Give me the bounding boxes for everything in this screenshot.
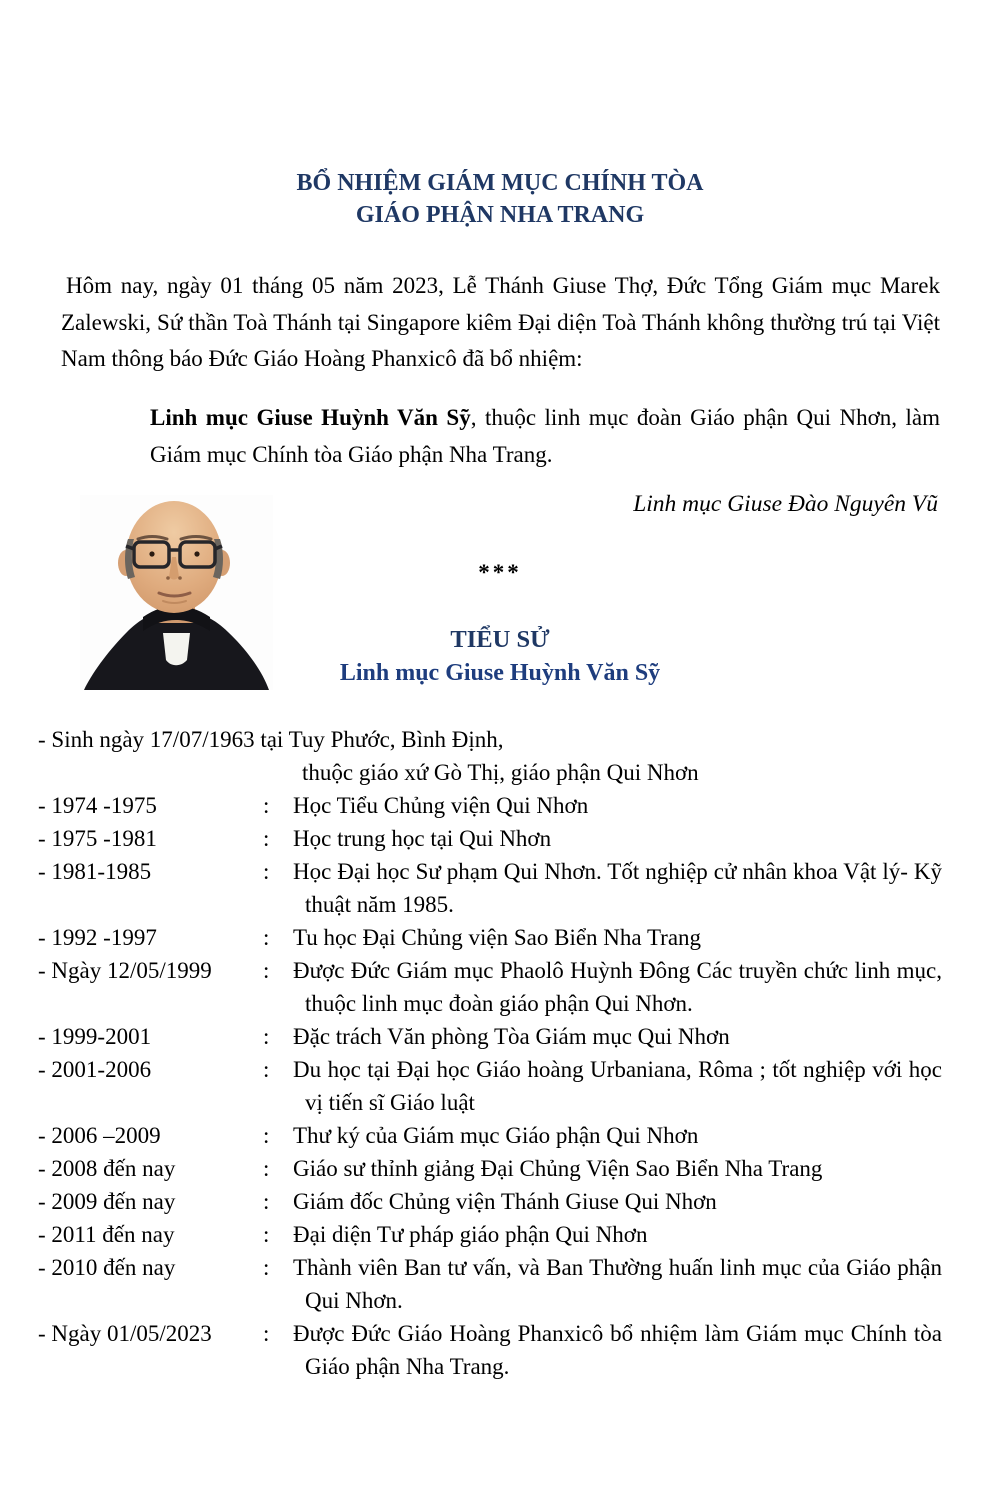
bio-row — [0, 1119, 1000, 1152]
appointment-text: , thuộc linh mục đoàn Giáo phận Qui Nhơn, làm Giám mục Chính tòa Giáo phận Nha Trang. — [150, 404, 940, 467]
bio-period: - 2001-2006 — [38, 1056, 152, 1082]
appointee-name: Linh mục Giuse Huỳnh Văn Sỹ — [150, 404, 471, 430]
biography-subheading: Linh mục Giuse Huỳnh Văn Sỹ — [339, 659, 661, 686]
bio-text: Đặc trách Văn phòng Tòa Giám mục Qui Nhơn — [293, 1023, 730, 1049]
bio-colon: : — [263, 1056, 270, 1082]
bio-period: - 1999-2001 — [38, 1023, 152, 1049]
bio-colon: : — [263, 792, 270, 818]
bio-colon: : — [263, 1122, 270, 1148]
bio-colon: : — [263, 1188, 270, 1214]
bio-period: - Ngày 12/05/1999 — [38, 957, 212, 983]
bio-row — [0, 1185, 1000, 1218]
bio-row — [0, 921, 1000, 954]
bio-colon: : — [263, 858, 270, 884]
bio-period: - 1981-1985 — [38, 858, 152, 884]
bio-text: Thành viên Ban tư vấn, và Ban Thường huấn linh mục của Giáo phận Qui Nhơn. — [293, 1254, 942, 1313]
bio-colon: : — [263, 825, 270, 851]
bio-period: - 1975 -1981 — [38, 825, 157, 851]
bio-text: Đại diện Tư pháp giáo phận Qui Nhơn — [293, 1221, 648, 1247]
bio-period: - 2011 đến nay — [38, 1221, 175, 1247]
bio-row — [0, 954, 1000, 1020]
bio-row: - Sinh ngày 17/07/1963 tại Tuy Phước, Bình Định, — [38, 726, 504, 752]
bio-row-continuation: thuộc giáo xứ Gò Thị, giáo phận Qui Nhơn — [302, 759, 699, 785]
bio-text: Học Đại học Sư phạm Qui Nhơn. Tốt nghiệp cử nhân khoa Vật lý- Kỹ thuật năm 1985. — [293, 858, 942, 917]
biography-list — [0, 723, 1000, 1383]
bio-period: - Ngày 01/05/2023 — [38, 1320, 212, 1346]
bio-text: Học trung học tại Qui Nhơn — [293, 825, 552, 851]
bio-row — [0, 855, 1000, 921]
bio-text: Thư ký của Giám mục Giáo phận Qui Nhơn — [293, 1122, 699, 1148]
bio-text: Được Đức Giám mục Phaolô Huỳnh Đông Các truyền chức linh mục, thuộc linh mục đoàn giáo phận Qui Nhơn. — [293, 957, 942, 1016]
document-title-line1: BỔ NHIỆM GIÁM MỤC CHÍNH TÒA — [296, 170, 704, 196]
biography-heading: TIỂU SỬ — [450, 625, 550, 653]
bio-period: - 2006 –2009 — [38, 1122, 161, 1148]
bio-text: Du học tại Đại học Giáo hoàng Urbaniana, Rôma ; tốt nghiệp với học vị tiến sĩ Giáo luật — [293, 1056, 942, 1115]
document-title — [0, 0, 1000, 231]
signature-line: Linh mục Giuse Đào Nguyên Vũ — [633, 490, 938, 517]
bio-row — [0, 1152, 1000, 1185]
bio-row — [0, 1020, 1000, 1053]
bio-row — [0, 1317, 1000, 1383]
document-title-line2: GIÁO PHẬN NHA TRANG — [355, 202, 645, 228]
bio-period: - 2010 đến nay — [38, 1254, 176, 1280]
section-separator: *** — [478, 559, 522, 585]
bio-colon: : — [263, 1320, 270, 1346]
bio-colon: : — [263, 1254, 270, 1280]
bio-period: - 2008 đến nay — [38, 1155, 176, 1181]
priest-portrait-photo — [80, 495, 273, 690]
bio-row — [0, 822, 1000, 855]
appointment-paragraph — [150, 399, 940, 473]
bio-colon: : — [263, 924, 270, 950]
bio-text: Được Đức Giáo Hoàng Phanxicô bổ nhiệm làm Giám mục Chính tòa Giáo phận Nha Trang. — [293, 1320, 942, 1379]
bio-row — [0, 1218, 1000, 1251]
bio-period: - 2009 đến nay — [38, 1188, 176, 1214]
bio-text: Học Tiểu Chủng viện Qui Nhơn — [293, 792, 589, 818]
bio-text: Giáo sư thỉnh giảng Đại Chủng Viện Sao Biển Nha Trang — [293, 1155, 823, 1181]
bio-period: - 1992 -1997 — [38, 924, 157, 950]
bio-colon: : — [263, 1155, 270, 1181]
bio-colon: : — [263, 1023, 270, 1049]
bio-colon: : — [263, 957, 270, 983]
bio-text: Giám đốc Chủng viện Thánh Giuse Qui Nhơn — [293, 1188, 717, 1214]
priest-portrait-illustration — [80, 495, 273, 690]
bio-period: - 1974 -1975 — [38, 792, 157, 818]
bio-row — [0, 1053, 1000, 1119]
bio-colon: : — [263, 1221, 270, 1247]
bio-row — [0, 789, 1000, 822]
intro-paragraph: Hôm nay, ngày 01 tháng 05 năm 2023, Lễ Thánh Giuse Thợ, Đức Tổng Giám mục Marek Zalewski, Sứ thần Toà Thánh tại Singapore kiêm Đại diện Toà Thánh không thường trú tại Việt Nam thông báo Đức Giáo Hoàng Phanxicô đã bổ nhiệm: — [61, 273, 940, 371]
bio-row — [0, 1251, 1000, 1317]
bio-text: Tu học Đại Chủng viện Sao Biển Nha Trang — [293, 924, 702, 950]
